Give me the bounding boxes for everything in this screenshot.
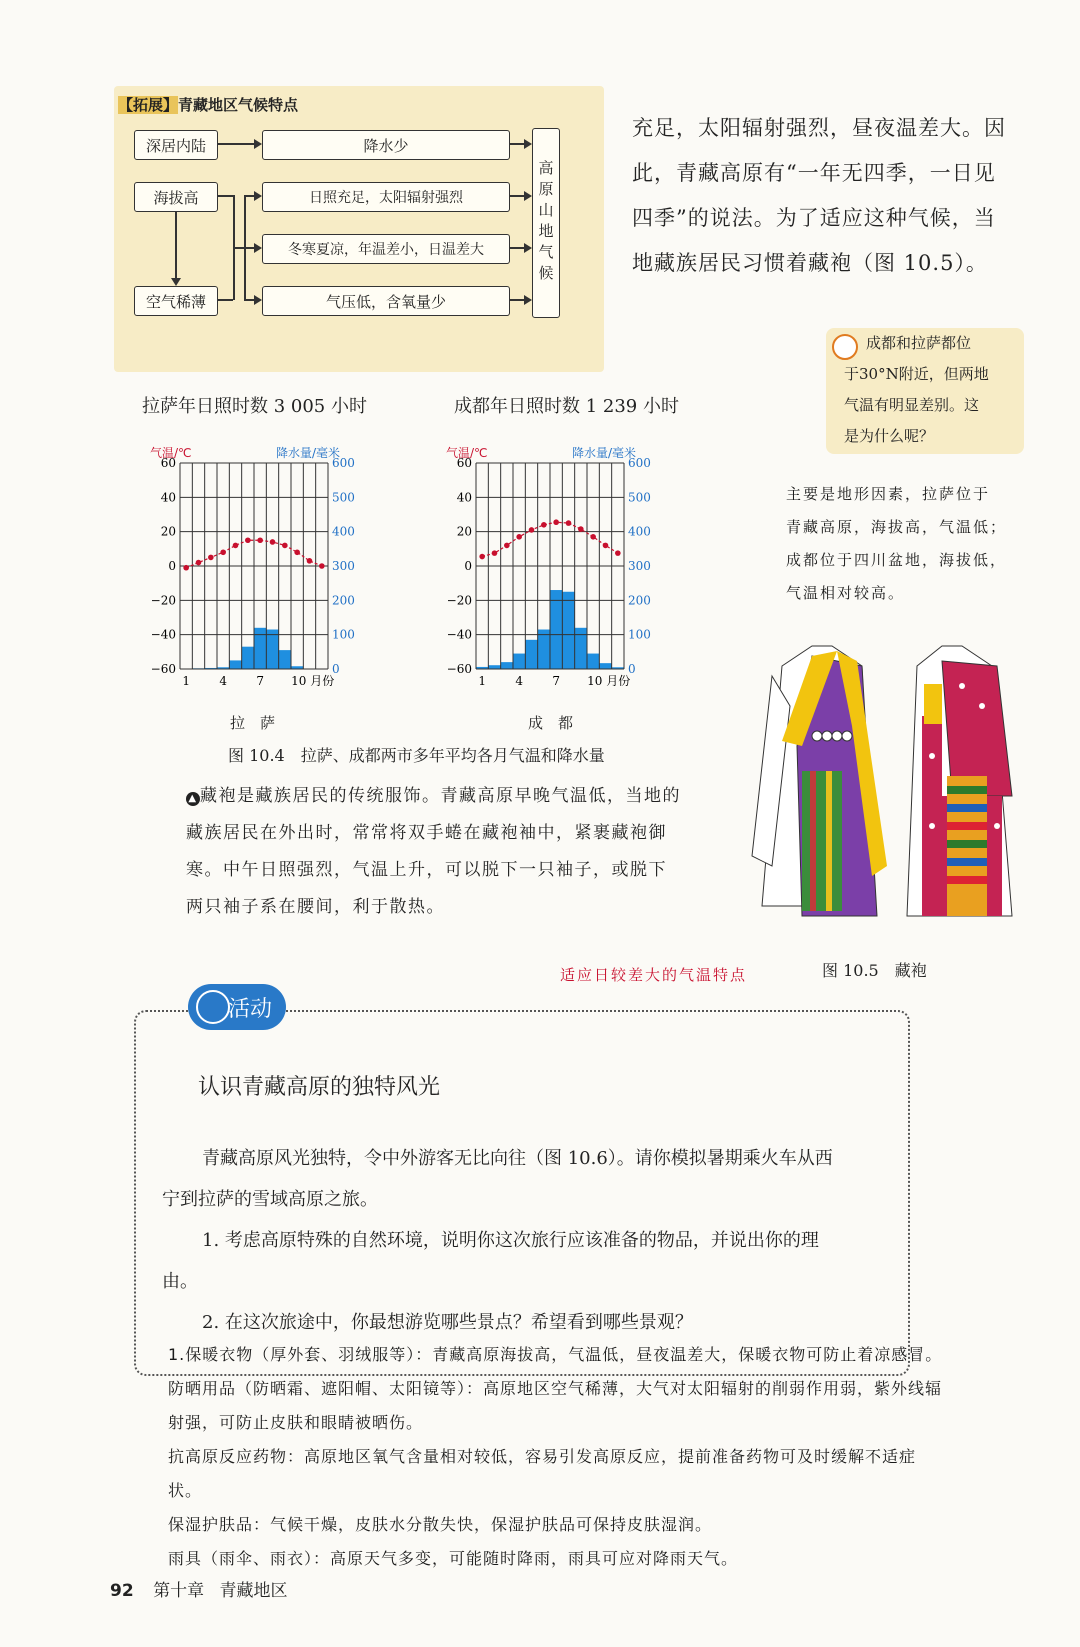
answer-line: 保湿护肤品：气候干燥，皮肤水分散失快，保湿护肤品可保持皮肤湿润。 xyxy=(168,1515,713,1534)
precipitation-bar xyxy=(513,654,525,669)
y-right-tick-label: 300 xyxy=(332,559,355,573)
y-right-tick-label: 400 xyxy=(332,524,355,539)
temperature-point xyxy=(566,520,572,526)
activity-para: 青藏高原风光独特，令中外游客无比向往（图 10.6）。请你模拟暑期乘火车从西 xyxy=(202,1148,833,1169)
precipitation-bar xyxy=(575,628,587,669)
y-right-tick-label: 600 xyxy=(628,456,651,470)
y-left-tick-label: −60 xyxy=(150,662,176,676)
y-left-tick-label: −20 xyxy=(150,593,176,608)
red-annotation: 适应日较差大的气温特点 xyxy=(560,966,748,984)
precipitation-bar xyxy=(525,640,537,669)
effect-sunshine: 日照充足，太阳辐射强烈 xyxy=(262,182,510,212)
handwritten-answers xyxy=(168,1338,1048,1576)
y-left-tick-label: 0 xyxy=(168,559,176,573)
result-plateau-climate: 高原山地气候 xyxy=(532,128,560,318)
robe-line: 藏袍是藏族居民的传统服饰。青藏高原早晚气温低，当地的 xyxy=(200,786,681,806)
y-left-tick-label: −40 xyxy=(150,627,176,642)
precipitation-bar xyxy=(254,628,266,669)
precipitation-bar xyxy=(266,630,278,669)
y-right-tick-label: 400 xyxy=(628,524,651,539)
activity-badge xyxy=(188,984,286,1030)
temperature-point xyxy=(590,534,596,540)
page-footer xyxy=(110,1576,287,1601)
x-tick-label: 4 xyxy=(515,674,523,688)
question-icon xyxy=(832,334,858,360)
section-label: 青藏地区 xyxy=(219,1581,288,1601)
temperature-point xyxy=(541,522,547,528)
answer-line: 青藏高原，海拔高，气温低； xyxy=(786,518,1008,536)
figure-10-5-caption: 图 10.5 藏袍 xyxy=(822,961,927,980)
chengdu-climate-chart xyxy=(446,445,666,730)
question-line: 成都和拉萨都位 xyxy=(866,334,972,352)
y-left-axis-label: 气温/℃ xyxy=(446,446,488,460)
activity-content xyxy=(162,1138,892,1343)
lhasa-climate-chart xyxy=(150,445,370,730)
activity-q1: 由。 xyxy=(162,1271,198,1292)
temperature-point xyxy=(294,549,300,555)
question-bubble xyxy=(826,328,1024,454)
activity-para: 宁到拉萨的雪域高原之旅。 xyxy=(162,1189,378,1210)
temperature-point xyxy=(504,543,510,549)
y-left-tick-label: 20 xyxy=(456,524,472,539)
precipitation-bar xyxy=(229,660,241,669)
effect-low-rain: 降水少 xyxy=(262,130,510,160)
precipitation-bar xyxy=(501,662,513,669)
precipitation-bar xyxy=(587,654,599,669)
x-tick-label: 4 xyxy=(219,674,227,688)
extension-box xyxy=(114,86,604,372)
robe-line: 两只袖子系在腰间，利于散热。 xyxy=(186,897,445,917)
y-right-tick-label: 0 xyxy=(628,662,636,676)
y-right-axis-label: 降水量/毫米 xyxy=(571,446,636,460)
up-arrow-icon: ▲ xyxy=(186,792,200,806)
activity-q1: 1. 考虑高原特殊的自然环境，说明你这次旅行应该准备的物品，并说出你的理 xyxy=(202,1230,819,1251)
y-right-tick-label: 200 xyxy=(628,593,651,608)
extension-title: 青藏地区气候特点 xyxy=(178,96,299,114)
temperature-point xyxy=(257,537,263,543)
intro-line: 地藏族居民习惯着藏袍（图 10.5）。 xyxy=(632,251,988,275)
handwritten-answer xyxy=(786,478,1076,610)
activity-q2: 2. 在这次旅途中，你最想游览哪些景点？希望看到哪些景观？ xyxy=(202,1312,693,1333)
answer-line: 防晒用品（防晒霜、遮阳帽、太阳镜等）：高原地区空气稀薄，大气对太阳辐射的削弱作用弱，紫外线辐 xyxy=(168,1379,943,1398)
question-line: 气温有明显差别。这 xyxy=(844,396,980,414)
y-right-tick-label: 100 xyxy=(332,627,355,642)
question-line: 于30°N附近，但两地 xyxy=(844,365,989,383)
lhasa-chart-title: 拉萨年日照时数 3 005 小时 xyxy=(142,396,367,417)
precipitation-bar xyxy=(550,590,562,669)
precipitation-bar xyxy=(488,665,500,669)
activity-badge-label: 活动 xyxy=(227,996,272,1022)
y-left-tick-label: −40 xyxy=(446,627,472,642)
y-right-tick-label: 600 xyxy=(332,456,355,470)
y-left-tick-label: 0 xyxy=(464,559,472,573)
x-tick-label: 1 xyxy=(478,674,486,688)
intro-line: 四季”的说法。为了适应这种气候，当 xyxy=(632,206,996,230)
answer-line: 1.保暖衣物（厚外套、羽绒服等）：青藏高原海拔高，气温低，昼夜温差大，保暖衣物可防止着凉感冒。 xyxy=(168,1345,943,1364)
temperature-point xyxy=(233,543,239,549)
y-right-tick-label: 100 xyxy=(628,627,651,642)
chengdu-label: 成 都 xyxy=(528,714,574,732)
temperature-point xyxy=(529,527,535,533)
temperature-point xyxy=(615,550,621,556)
robe-line: 寒。中午日照强烈，气温上升，可以脱下一只袖子，或脱下 xyxy=(186,860,667,880)
intro-line: 此，青藏高原有“一年无四季，一日见 xyxy=(632,161,996,185)
x-tick-label: 7 xyxy=(552,674,560,688)
activity-title: 认识青藏高原的独特风光 xyxy=(198,1075,441,1100)
y-left-tick-label: −60 xyxy=(446,662,472,676)
precipitation-bar xyxy=(279,650,291,669)
y-right-tick-label: 0 xyxy=(332,662,340,676)
temperature-point xyxy=(282,543,288,549)
temperature-point xyxy=(553,519,559,525)
effect-low-pressure: 气压低，含氧量少 xyxy=(262,286,510,316)
cause-thin-air: 空气稀薄 xyxy=(134,286,218,316)
tibetan-robe-illustration xyxy=(742,626,1032,946)
precipitation-bar xyxy=(562,592,574,669)
effect-temperature: 冬寒夏凉，年温差小，日温差大 xyxy=(262,234,510,264)
lhasa-label: 拉 萨 xyxy=(230,714,276,732)
temperature-point xyxy=(492,550,498,556)
y-left-tick-label: 20 xyxy=(160,524,176,539)
temperature-point xyxy=(208,555,214,561)
temperature-point xyxy=(270,539,276,545)
chengdu-chart-title: 成都年日照时数 1 239 小时 xyxy=(454,396,679,417)
y-right-tick-label: 300 xyxy=(628,559,651,573)
y-left-tick-label: 40 xyxy=(456,490,472,505)
cause-inland: 深居内陆 xyxy=(134,130,218,160)
temperature-point xyxy=(479,554,485,560)
precipitation-bar xyxy=(538,630,550,669)
answer-line: 状。 xyxy=(168,1481,203,1500)
answer-line: 雨具（雨伞、雨衣）：高原天气多变，可能随时降雨，雨具可应对降雨天气。 xyxy=(168,1549,739,1568)
extension-header xyxy=(118,94,298,115)
temperature-point xyxy=(603,543,609,549)
page-number: 92 xyxy=(110,1581,134,1601)
y-left-tick-label: 60 xyxy=(456,456,472,470)
temperature-point xyxy=(245,537,251,543)
x-tick-label: 10 月份 xyxy=(291,674,335,688)
y-right-tick-label: 200 xyxy=(332,593,355,608)
answer-line: 主要是地形因素，拉萨位于 xyxy=(786,485,991,503)
answer-line: 抗高原反应药物：高原地区氧气含量相对较低，容易引发高原反应，提前准备药物可及时缓解不适症 xyxy=(168,1447,917,1466)
figure-10-4-caption: 图 10.4 拉萨、成都两市多年平均各月气温和降水量 xyxy=(228,746,605,765)
robe-line: 藏族居民在外出时，常常将双手蜷在藏袍袖中，紧裹藏袍御 xyxy=(186,823,667,843)
temperature-point xyxy=(319,563,325,569)
question-line: 是为什么呢？ xyxy=(844,427,935,445)
cause-altitude: 海拔高 xyxy=(134,182,218,212)
robe-description xyxy=(186,778,706,926)
temperature-point xyxy=(196,560,202,566)
chapter-label: 第十章 xyxy=(153,1581,205,1601)
y-right-tick-label: 500 xyxy=(332,490,355,505)
y-right-axis-label: 降水量/毫米 xyxy=(275,446,340,460)
intro-text xyxy=(632,106,1052,286)
y-left-tick-label: −20 xyxy=(446,593,472,608)
temperature-point xyxy=(578,526,584,532)
answer-line: 气温相对较高。 xyxy=(786,584,906,602)
answer-line: 射强，可防止皮肤和眼睛被晒伤。 xyxy=(168,1413,424,1432)
x-tick-label: 1 xyxy=(182,674,190,688)
precipitation-bar xyxy=(599,663,611,669)
intro-line: 充足，太阳辐射强烈，昼夜温差大。因 xyxy=(632,116,1006,140)
temperature-point xyxy=(516,534,522,540)
precipitation-bar xyxy=(242,647,254,669)
temperature-point xyxy=(220,549,226,555)
y-right-tick-label: 500 xyxy=(628,490,651,505)
y-left-tick-label: 40 xyxy=(160,490,176,505)
temperature-point xyxy=(307,558,313,564)
y-left-tick-label: 60 xyxy=(160,456,176,470)
x-tick-label: 10 月份 xyxy=(587,674,631,688)
temperature-point xyxy=(183,565,189,571)
extension-tag: 【拓展】 xyxy=(118,96,179,114)
answer-line: 成都位于四川盆地，海拔低， xyxy=(786,551,1008,569)
y-left-axis-label: 气温/℃ xyxy=(150,446,192,460)
activity-icon xyxy=(196,990,230,1024)
x-tick-label: 7 xyxy=(256,674,264,688)
